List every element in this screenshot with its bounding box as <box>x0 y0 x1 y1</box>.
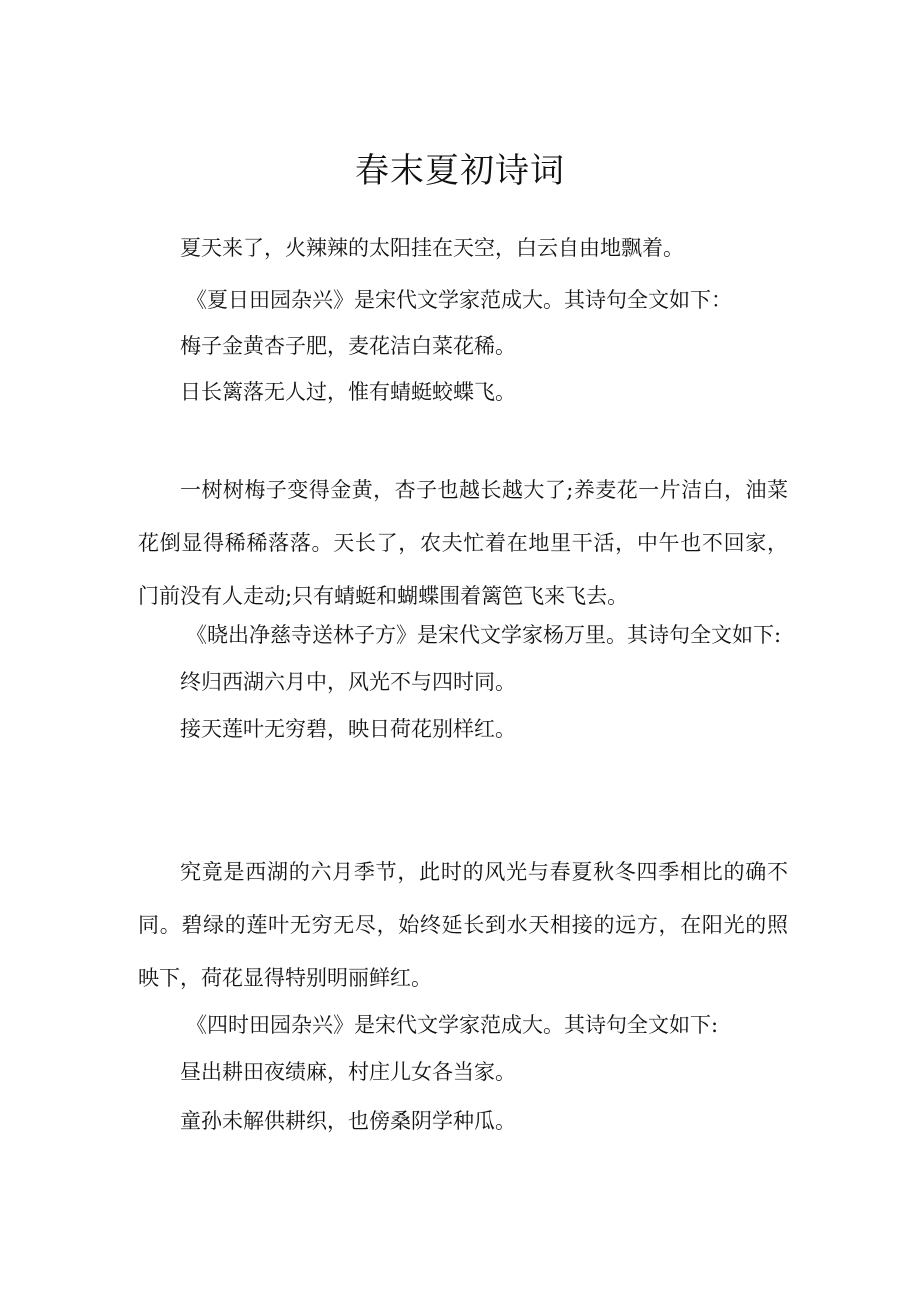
poem-2-line-1: 终归西湖六月中，风光不与四时同。 <box>180 670 516 694</box>
intro-paragraph: 夏天来了，火辣辣的太阳挂在天空，白云自由地飘着。 <box>180 236 684 260</box>
poem-source-3: 《四时田园杂兴》是宋代文学家范成大。其诗句全文如下: <box>186 1013 719 1037</box>
poem-source-2: 《晓出净慈寺送林子方》是宋代文学家杨万里。其诗句全文如下: <box>186 623 782 647</box>
document-title: 春末夏初诗词 <box>355 151 565 191</box>
poem-1-line-1: 梅子金黄杏子肥，麦花洁白菜花稀。 <box>180 334 516 358</box>
poem-3-line-1: 昼出耕田夜绩麻，村庄儿女各当家。 <box>180 1060 516 1084</box>
poem-source-1: 《夏日田园杂兴》是宋代文学家范成大。其诗句全文如下： <box>186 288 732 312</box>
poem-3-line-2: 童孙未解供耕织，也傍桑阴学种瓜。 <box>180 1109 516 1133</box>
poem-1-line-2: 日长篱落无人过，惟有蜻蜓蛟蝶飞。 <box>180 380 516 404</box>
poem-2-line-2: 接天莲叶无穷碧，映日荷花别样红。 <box>180 717 516 741</box>
poem-1-explanation: 一树树梅子变得金黄，杏子也越长越大了;养麦花一片洁白，油菜花倒显得稀稀落落。天长了，农夫忙着在地里干活，中午也不回家，门前没有人走动;只有蜻蜓和蝴蝶围着篱笆飞来飞去。 <box>138 478 788 608</box>
poem-2-explanation: 究竟是西湖的六月季节，此时的风光与春夏秋冬四季相比的确不同。碧绿的莲叶无穷无尽，始终延长到水天相接的远方，在阳光的照映下，荷花显得特别明丽鲜红。 <box>138 860 788 990</box>
